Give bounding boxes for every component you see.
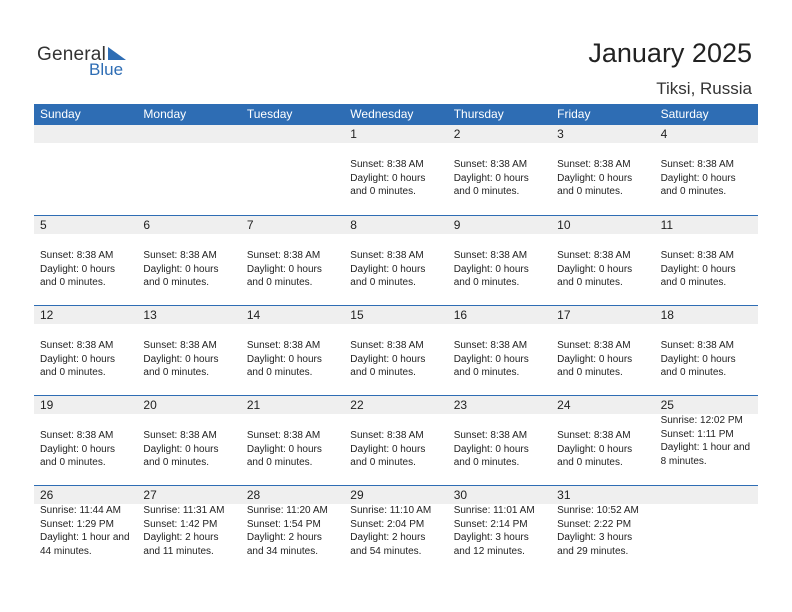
day-info-line: Sunset: 8:38 AM — [453, 340, 528, 351]
day-info-line: and 0 minutes. — [40, 277, 106, 288]
day-cell — [34, 306, 137, 395]
day-number: 13 — [137, 306, 240, 324]
day-info-line: Sunset: 8:38 AM — [453, 430, 528, 441]
day-info-line: and 0 minutes. — [40, 367, 106, 378]
day-number — [137, 125, 240, 143]
day-number — [34, 125, 137, 143]
day-number: 26 — [34, 486, 137, 504]
weeks-container — [34, 125, 758, 575]
day-info — [241, 504, 344, 558]
day-info-line: and 0 minutes. — [660, 277, 727, 288]
weekday-tuesday: Tuesday — [246, 107, 293, 121]
day-number: 29 — [344, 486, 447, 504]
day-info-line: Daylight: 0 hours — [40, 353, 116, 365]
day-info — [655, 414, 758, 468]
day-info — [448, 249, 551, 290]
day-number: 31 — [551, 486, 654, 504]
day-cell — [655, 486, 758, 575]
day-number: 21 — [241, 396, 344, 414]
page-title: January 2025 — [588, 38, 752, 68]
day-cell — [241, 125, 344, 215]
weekday-monday: Monday — [143, 107, 187, 121]
day-info-line: Daylight: 2 hours — [143, 532, 219, 543]
day-info-line: Sunrise: 11:10 AM — [350, 505, 432, 516]
day-cell — [448, 216, 551, 305]
day-number: 25 — [655, 396, 758, 414]
day-info-line: Daylight: 0 hours — [557, 263, 633, 275]
weekday-thursday: Thursday — [453, 107, 504, 121]
day-info — [344, 158, 447, 199]
day-info-line: Sunset: 1:29 PM — [40, 518, 114, 530]
day-info-line: Daylight: 2 hours — [350, 532, 426, 543]
day-info-line: Daylight: 0 hours — [557, 443, 633, 455]
day-info-line: Sunrise: 10:52 AM — [557, 505, 639, 516]
day-info-line: Daylight: 0 hours — [660, 263, 736, 275]
day-info-line: Sunset: 2:04 PM — [350, 518, 425, 530]
day-info-line: and 0 minutes. — [350, 277, 416, 288]
day-info-line: Sunset: 8:38 AM — [557, 340, 631, 351]
day-cell — [551, 396, 654, 485]
day-info-line: Sunset: 8:38 AM — [40, 340, 114, 351]
day-info-line: Sunset: 8:38 AM — [143, 430, 217, 441]
day-info-line: and 0 minutes. — [143, 367, 210, 378]
day-info — [241, 339, 344, 380]
day-info-line: Daylight: 0 hours — [40, 443, 116, 455]
day-number: 27 — [137, 486, 240, 504]
day-info-line: Daylight: 0 hours — [453, 353, 529, 365]
day-info-line: and 0 minutes. — [40, 457, 106, 468]
day-number: 10 — [551, 216, 654, 234]
day-number: 1 — [344, 125, 447, 143]
day-cell — [241, 216, 344, 305]
day-number: 22 — [344, 396, 447, 414]
day-info-line: and 0 minutes. — [557, 186, 623, 197]
day-info — [448, 339, 551, 380]
day-info-line: Daylight: 0 hours — [350, 353, 426, 365]
day-number — [655, 486, 758, 504]
week-row — [34, 305, 758, 395]
day-number: 7 — [241, 216, 344, 234]
day-cell — [137, 486, 240, 575]
day-info-line: Sunset: 8:38 AM — [143, 250, 217, 261]
day-info-line: and 0 minutes. — [660, 367, 727, 378]
day-cell — [241, 396, 344, 485]
day-info — [137, 429, 240, 470]
day-info-line: Sunset: 8:38 AM — [350, 340, 424, 351]
day-number — [241, 125, 344, 143]
day-info-line: Daylight: 0 hours — [246, 443, 322, 455]
day-cell — [448, 125, 551, 215]
day-cell — [34, 125, 137, 215]
day-cell — [241, 486, 344, 575]
day-info-line: and 54 minutes. — [350, 545, 422, 557]
day-info-line: Sunset: 8:38 AM — [246, 250, 321, 261]
day-info-line: Sunset: 8:38 AM — [453, 250, 528, 261]
day-info — [344, 339, 447, 380]
logo-word-general: General — [37, 44, 106, 65]
day-info-line: and 0 minutes. — [350, 186, 416, 197]
day-info-line: and 11 minutes. — [143, 545, 214, 557]
day-info-line: and 29 minutes. — [557, 545, 629, 557]
day-info-line: Daylight: 0 hours — [453, 263, 529, 275]
day-info-line: and 0 minutes. — [453, 457, 520, 468]
week-row — [34, 395, 758, 485]
day-info-line: Daylight: 0 hours — [557, 353, 633, 365]
day-info-line: Sunset: 8:38 AM — [660, 340, 734, 351]
day-info-line: Daylight: 0 hours — [40, 263, 116, 275]
day-number: 3 — [551, 125, 654, 143]
day-cell — [551, 306, 654, 395]
weekday-header — [34, 104, 758, 125]
day-info — [551, 249, 654, 290]
day-cell — [344, 486, 447, 575]
day-cell — [137, 306, 240, 395]
day-number: 15 — [344, 306, 447, 324]
day-info — [137, 504, 240, 558]
day-info — [34, 249, 137, 290]
day-info-line: Sunset: 1:11 PM — [660, 428, 734, 440]
day-info-line: Sunset: 2:22 PM — [557, 518, 632, 530]
day-cell — [551, 216, 654, 305]
day-cell — [137, 216, 240, 305]
day-info-line: Sunset: 8:38 AM — [246, 430, 321, 441]
day-info-line: Sunset: 8:38 AM — [40, 250, 114, 261]
day-info-line: Daylight: 0 hours — [453, 443, 529, 455]
day-cell — [241, 306, 344, 395]
day-info-line: and 0 minutes. — [246, 277, 313, 288]
calendar-grid — [34, 104, 758, 575]
day-cell — [34, 486, 137, 575]
day-info-line: Sunrise: 11:31 AM — [143, 505, 225, 516]
day-cell — [551, 486, 654, 575]
day-info-line: and 0 minutes. — [350, 367, 416, 378]
day-info-line: Daylight: 2 hours — [246, 532, 322, 543]
day-info-line: Daylight: 3 hours — [453, 532, 529, 543]
day-info-line: Daylight: 0 hours — [660, 172, 736, 184]
day-info — [655, 339, 758, 380]
day-cell — [344, 216, 447, 305]
day-info-line: Daylight: 3 hours — [557, 532, 633, 543]
day-info-line: and 0 minutes. — [557, 277, 623, 288]
day-info-line: and 12 minutes. — [453, 545, 525, 557]
day-info — [34, 504, 137, 558]
day-info — [551, 158, 654, 199]
day-info-line: Sunrise: 12:02 PM — [660, 415, 743, 426]
day-info — [551, 339, 654, 380]
day-info — [344, 504, 447, 558]
day-number: 17 — [551, 306, 654, 324]
day-info — [241, 249, 344, 290]
day-cell — [34, 216, 137, 305]
day-info-line: and 0 minutes. — [557, 367, 623, 378]
day-info-line: Sunset: 8:38 AM — [350, 250, 424, 261]
day-info-line: 44 minutes. — [40, 545, 92, 557]
day-info-line: Sunset: 8:38 AM — [557, 430, 631, 441]
logo-word-blue: Blue — [89, 60, 124, 79]
day-number: 30 — [448, 486, 551, 504]
day-info-line: Sunset: 8:38 AM — [246, 340, 321, 351]
day-cell — [344, 396, 447, 485]
day-number: 6 — [137, 216, 240, 234]
day-info-line: and 0 minutes. — [143, 457, 210, 468]
day-info — [551, 429, 654, 470]
day-info — [344, 429, 447, 470]
day-cell — [137, 125, 240, 215]
day-info-line: Sunset: 8:38 AM — [660, 159, 734, 170]
day-info-line: and 0 minutes. — [246, 367, 313, 378]
day-info — [137, 249, 240, 290]
weekday-friday: Friday — [557, 107, 591, 121]
week-row — [34, 125, 758, 215]
day-cell — [137, 396, 240, 485]
day-number: 9 — [448, 216, 551, 234]
day-info-line: Daylight: 0 hours — [350, 443, 426, 455]
day-cell — [655, 216, 758, 305]
day-number: 2 — [448, 125, 551, 143]
day-info-line: Sunset: 8:38 AM — [143, 340, 217, 351]
day-info-line: and 0 minutes. — [557, 457, 623, 468]
day-info-line: Daylight: 0 hours — [143, 353, 219, 365]
day-info-line: Daylight: 0 hours — [246, 263, 322, 275]
day-info-line: Daylight: 0 hours — [350, 172, 426, 184]
day-info — [344, 249, 447, 290]
day-number: 4 — [655, 125, 758, 143]
day-info-line: Sunset: 8:38 AM — [557, 159, 631, 170]
day-info-line: Sunset: 8:38 AM — [350, 159, 424, 170]
day-info-line: Sunset: 1:54 PM — [246, 518, 321, 530]
day-number: 16 — [448, 306, 551, 324]
day-number: 24 — [551, 396, 654, 414]
day-info-line: Daylight: 0 hours — [350, 263, 426, 275]
day-cell — [655, 306, 758, 395]
day-info-line: Sunset: 2:14 PM — [453, 518, 528, 530]
weekday-wednesday: Wednesday — [350, 107, 414, 121]
day-info — [448, 504, 551, 558]
day-info — [655, 249, 758, 290]
day-info-line: Daylight: 0 hours — [453, 172, 529, 184]
day-info-line: Sunrise: 11:20 AM — [246, 505, 328, 516]
day-info-line: and 0 minutes. — [453, 277, 520, 288]
day-cell — [448, 396, 551, 485]
day-info — [655, 158, 758, 199]
day-info-line: Sunrise: 11:01 AM — [453, 505, 535, 516]
day-info — [448, 429, 551, 470]
week-row — [34, 215, 758, 305]
day-cell — [448, 306, 551, 395]
day-number: 28 — [241, 486, 344, 504]
day-info-line: Sunrise: 11:44 AM — [40, 505, 121, 516]
day-cell — [655, 125, 758, 215]
day-info-line: Daylight: 0 hours — [143, 263, 219, 275]
day-info-line: and 0 minutes. — [660, 186, 727, 197]
day-cell — [344, 125, 447, 215]
day-info — [551, 504, 654, 558]
day-info-line: and 0 minutes. — [246, 457, 313, 468]
day-info-line: and 0 minutes. — [350, 457, 416, 468]
day-info — [34, 339, 137, 380]
day-cell — [655, 396, 758, 485]
day-number: 5 — [34, 216, 137, 234]
day-number: 8 — [344, 216, 447, 234]
day-info-line: Sunset: 8:38 AM — [350, 430, 424, 441]
day-info-line: Daylight: 0 hours — [660, 353, 736, 365]
flag-icon — [106, 47, 128, 63]
day-info — [34, 429, 137, 470]
day-info-line: Sunset: 8:38 AM — [40, 430, 114, 441]
weekday-saturday: Saturday — [660, 107, 709, 121]
day-info-line: and 0 minutes. — [453, 186, 520, 197]
day-info-line: Sunset: 8:38 AM — [660, 250, 734, 261]
day-info-line: 8 minutes. — [660, 455, 707, 467]
day-info-line: Sunset: 8:38 AM — [453, 159, 528, 170]
day-number: 18 — [655, 306, 758, 324]
day-cell — [34, 396, 137, 485]
location-label: Tiksi, Russia — [656, 79, 752, 98]
day-info-line: Daylight: 0 hours — [246, 353, 322, 365]
day-info-line: Sunset: 8:38 AM — [557, 250, 631, 261]
day-info-line: Daylight: 0 hours — [557, 172, 633, 184]
day-info-line: and 0 minutes. — [143, 277, 210, 288]
day-number: 14 — [241, 306, 344, 324]
day-info-line: Sunset: 1:42 PM — [143, 518, 218, 530]
day-info-line: and 34 minutes. — [246, 545, 319, 557]
day-info-line: Daylight: 1 hour and — [40, 532, 130, 543]
day-number: 20 — [137, 396, 240, 414]
day-number: 12 — [34, 306, 137, 324]
day-cell — [551, 125, 654, 215]
day-info-line: Daylight: 1 hour and — [660, 442, 751, 453]
week-row — [34, 485, 758, 575]
day-info — [448, 158, 551, 199]
day-info-line: and 0 minutes. — [453, 367, 520, 378]
day-info — [241, 429, 344, 470]
day-info — [137, 339, 240, 380]
day-cell — [344, 306, 447, 395]
logo — [37, 44, 137, 80]
day-number: 19 — [34, 396, 137, 414]
day-number: 11 — [655, 216, 758, 234]
day-number: 23 — [448, 396, 551, 414]
day-info-line: Daylight: 0 hours — [143, 443, 219, 455]
weekday-sunday: Sunday — [40, 107, 81, 121]
day-cell — [448, 486, 551, 575]
